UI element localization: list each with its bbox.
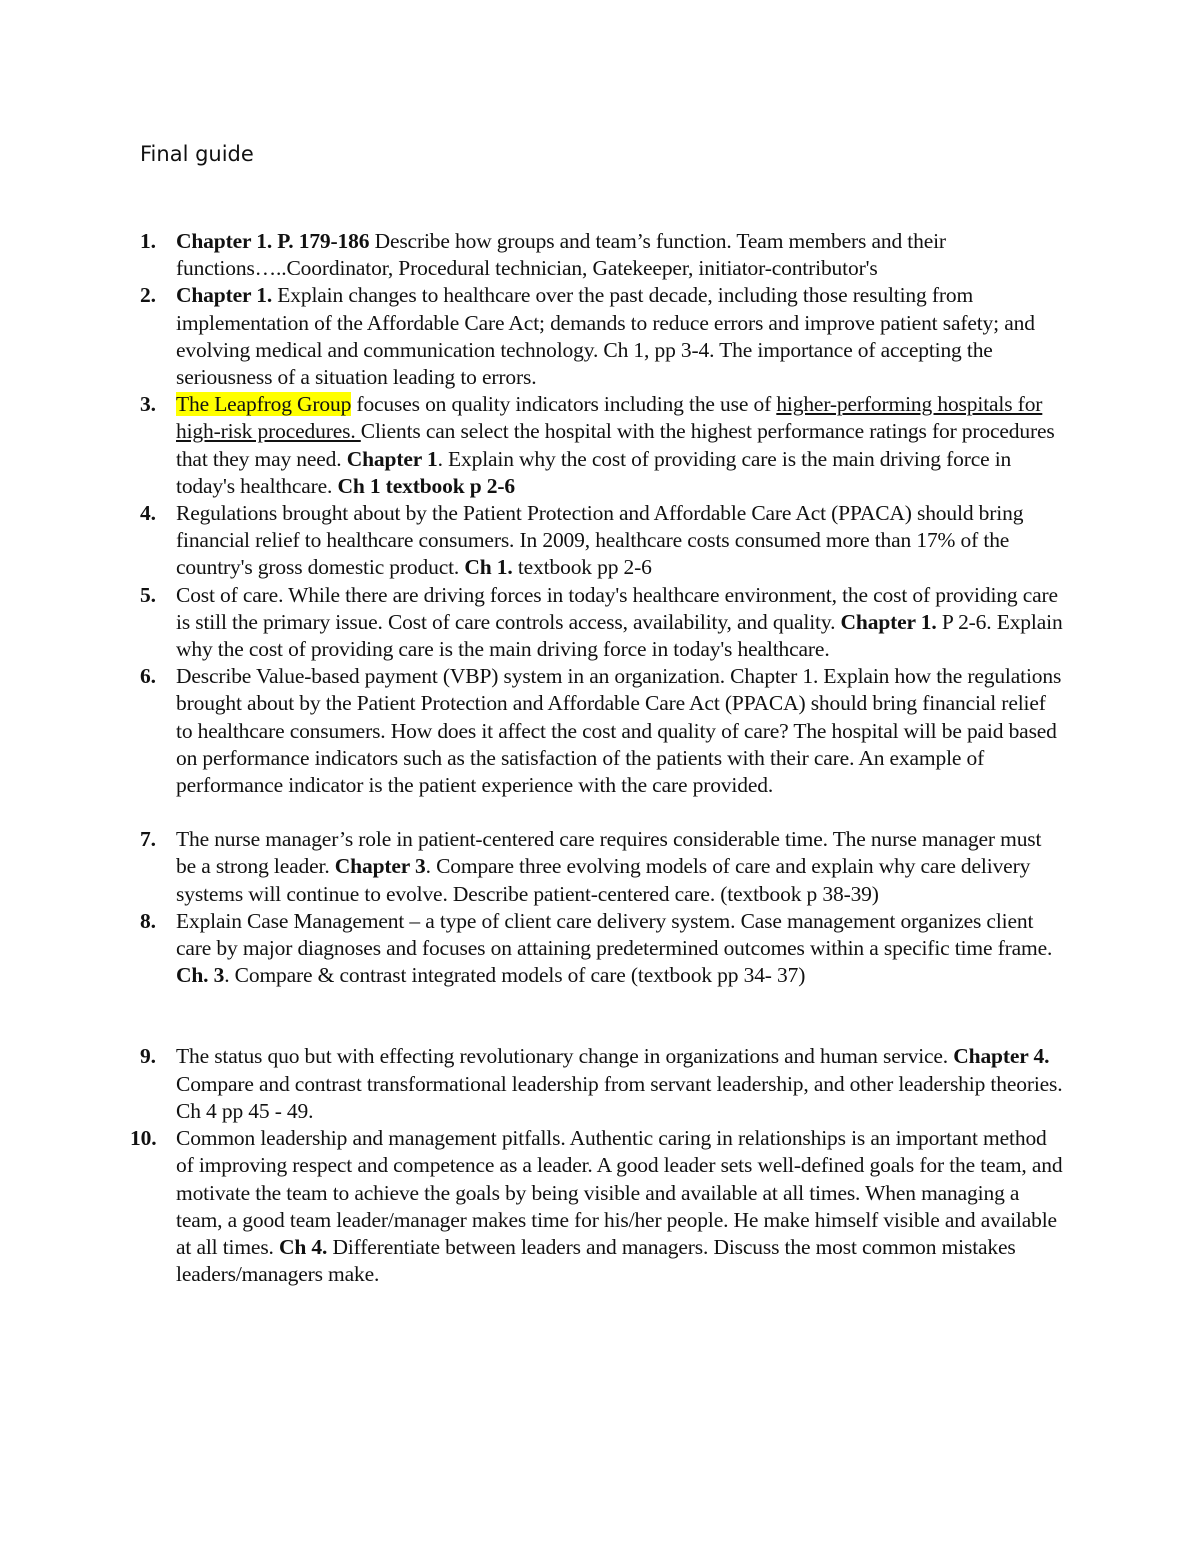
chapter-reference: Ch. 3 [176,963,225,988]
highlighted-text: The Leapfrog Group [176,392,352,417]
item-text: The status quo but with effecting revolutionary change in organizations and human service. [176,1044,954,1069]
item-text: Describe Value-based payment (VBP) system in an organization. Chapter 1. Explain how the regulations brought about by the Patient Protection and Affordable Care Act (PPACA) should bring financial relief to healthcare consumers. How does it affect the cost and quality of care? The hospital will be paid based on performance indicators such as the satisfaction of the patients with their care. An example of performance indicator is the patient experience with the care provided. [176,664,1062,798]
chapter-reference: Chapter 4. [953,1044,1050,1069]
item-text: textbook pp 2-6 [512,555,652,580]
chapter-reference: Ch 1. [464,555,513,580]
item-text: P 2-6. Explain why the cost of providing care is the main driving force in today's healthcare. [176,609,1063,662]
item-number: 1. [140,229,156,253]
item-text: The nurse manager’s role in patient-centered care requires considerable time. The nurse manager must be a strong leader. [176,827,1042,879]
item-number: 7. [140,827,156,852]
chapter-reference: Ch 4. [279,1234,328,1259]
underlined-text: higher-performing hospitals for high-risk procedures. [176,392,1043,444]
item-number: 3. [140,392,156,417]
item-text: Cost of care. While there are driving forces in today's healthcare environment, the cost of providing care is still the primary issue. Cost of care controls access, availability, and quality. [176,582,1058,634]
item-text: . Compare three evolving models of care and explain why care delivery systems will continue to evolve. Describe patient-centered care. (textbook p 38-39) [176,854,1031,906]
item-text: focuses on quality indicators including the use of [351,392,777,417]
list-item-2 [0,282,1064,391]
item-number: 5. [140,582,156,607]
study-question-list [0,228,1200,1288]
list-item-3 [0,391,1064,500]
item-text: Clients can select the hospital with the highest performance ratings for procedures that they may need. [176,419,1055,471]
item-number: 4. [140,501,156,526]
item-text: Common leadership and management pitfalls. Authentic caring in relationships is an important method of improving respect and competence as a leader. A good leader sets well-defined goals for the team, and motivate the team to achieve the goals by being visible and available at all times. When managing a team, a good team leader/manager makes time for his/her people. He make himself visible and available at all times. [176,1126,1063,1259]
item-number: 9. [140,1044,156,1069]
chapter-reference: Chapter 3 [334,854,426,879]
chapter-reference: Chapter 1 [346,446,438,471]
chapter-reference: Chapter 1. P. 179-186 [176,229,370,253]
list-item-8 [0,908,1064,990]
list-item-7 [0,826,1064,908]
item-number: 6. [140,664,156,689]
list-item-5 [0,582,1064,664]
chapter-reference: Chapter 1. [840,609,937,634]
item-text: Compare and contrast transformational leadership from servant leadership, and other leadership theories. Ch 4 pp 45 - 49. [176,1071,1063,1123]
item-text: . Compare & contrast integrated models of care (textbook pp 34- 37) [224,963,806,988]
item-text: Regulations brought about by the Patient Protection and Affordable Care Act (PPACA) should bring financial relief to healthcare consumers. In 2009, healthcare costs consumed more than 17% of the country's gross domestic product. [176,501,1024,580]
item-text: Explain Case Management – a type of client care delivery system. Case management organizes client care by major diagnoses and focuses on attaining predetermined outcomes within a specific time frame. [176,908,1053,961]
item-number: 8. [140,908,156,933]
item-text: Differentiate between leaders and managers. Discuss the most common mistakes leaders/managers make. [176,1234,1016,1287]
chapter-reference: Chapter 1. [176,283,273,308]
list-item-1 [0,228,1064,282]
list-item-9 [0,1043,1064,1125]
item-text: Explain changes to healthcare over the past decade, including those resulting from implementation of the Affordable Care Act; demands to reduce errors and improve patient safety; and evolving medical and communication technology. Ch 1, pp 3-4. The importance of accepting the seriousness of a situation leading to errors. [176,283,1035,390]
item-text: Describe how groups and team’s function. Team members and their functions…..Coordinator, Procedural technician, Gatekeeper, initiator-contributor's [176,229,946,281]
item-text: . Explain why the cost of providing care is the main driving force in today's healthcare. [176,446,1012,498]
chapter-reference: Ch 1 textbook p 2-6 [337,473,515,498]
item-number: 10. [130,1126,157,1151]
list-item-4 [0,500,1064,582]
item-number: 2. [140,283,156,308]
list-item-6 [0,663,1064,799]
document-title: Final guide [140,142,254,166]
list-item-10 [0,1125,1064,1288]
